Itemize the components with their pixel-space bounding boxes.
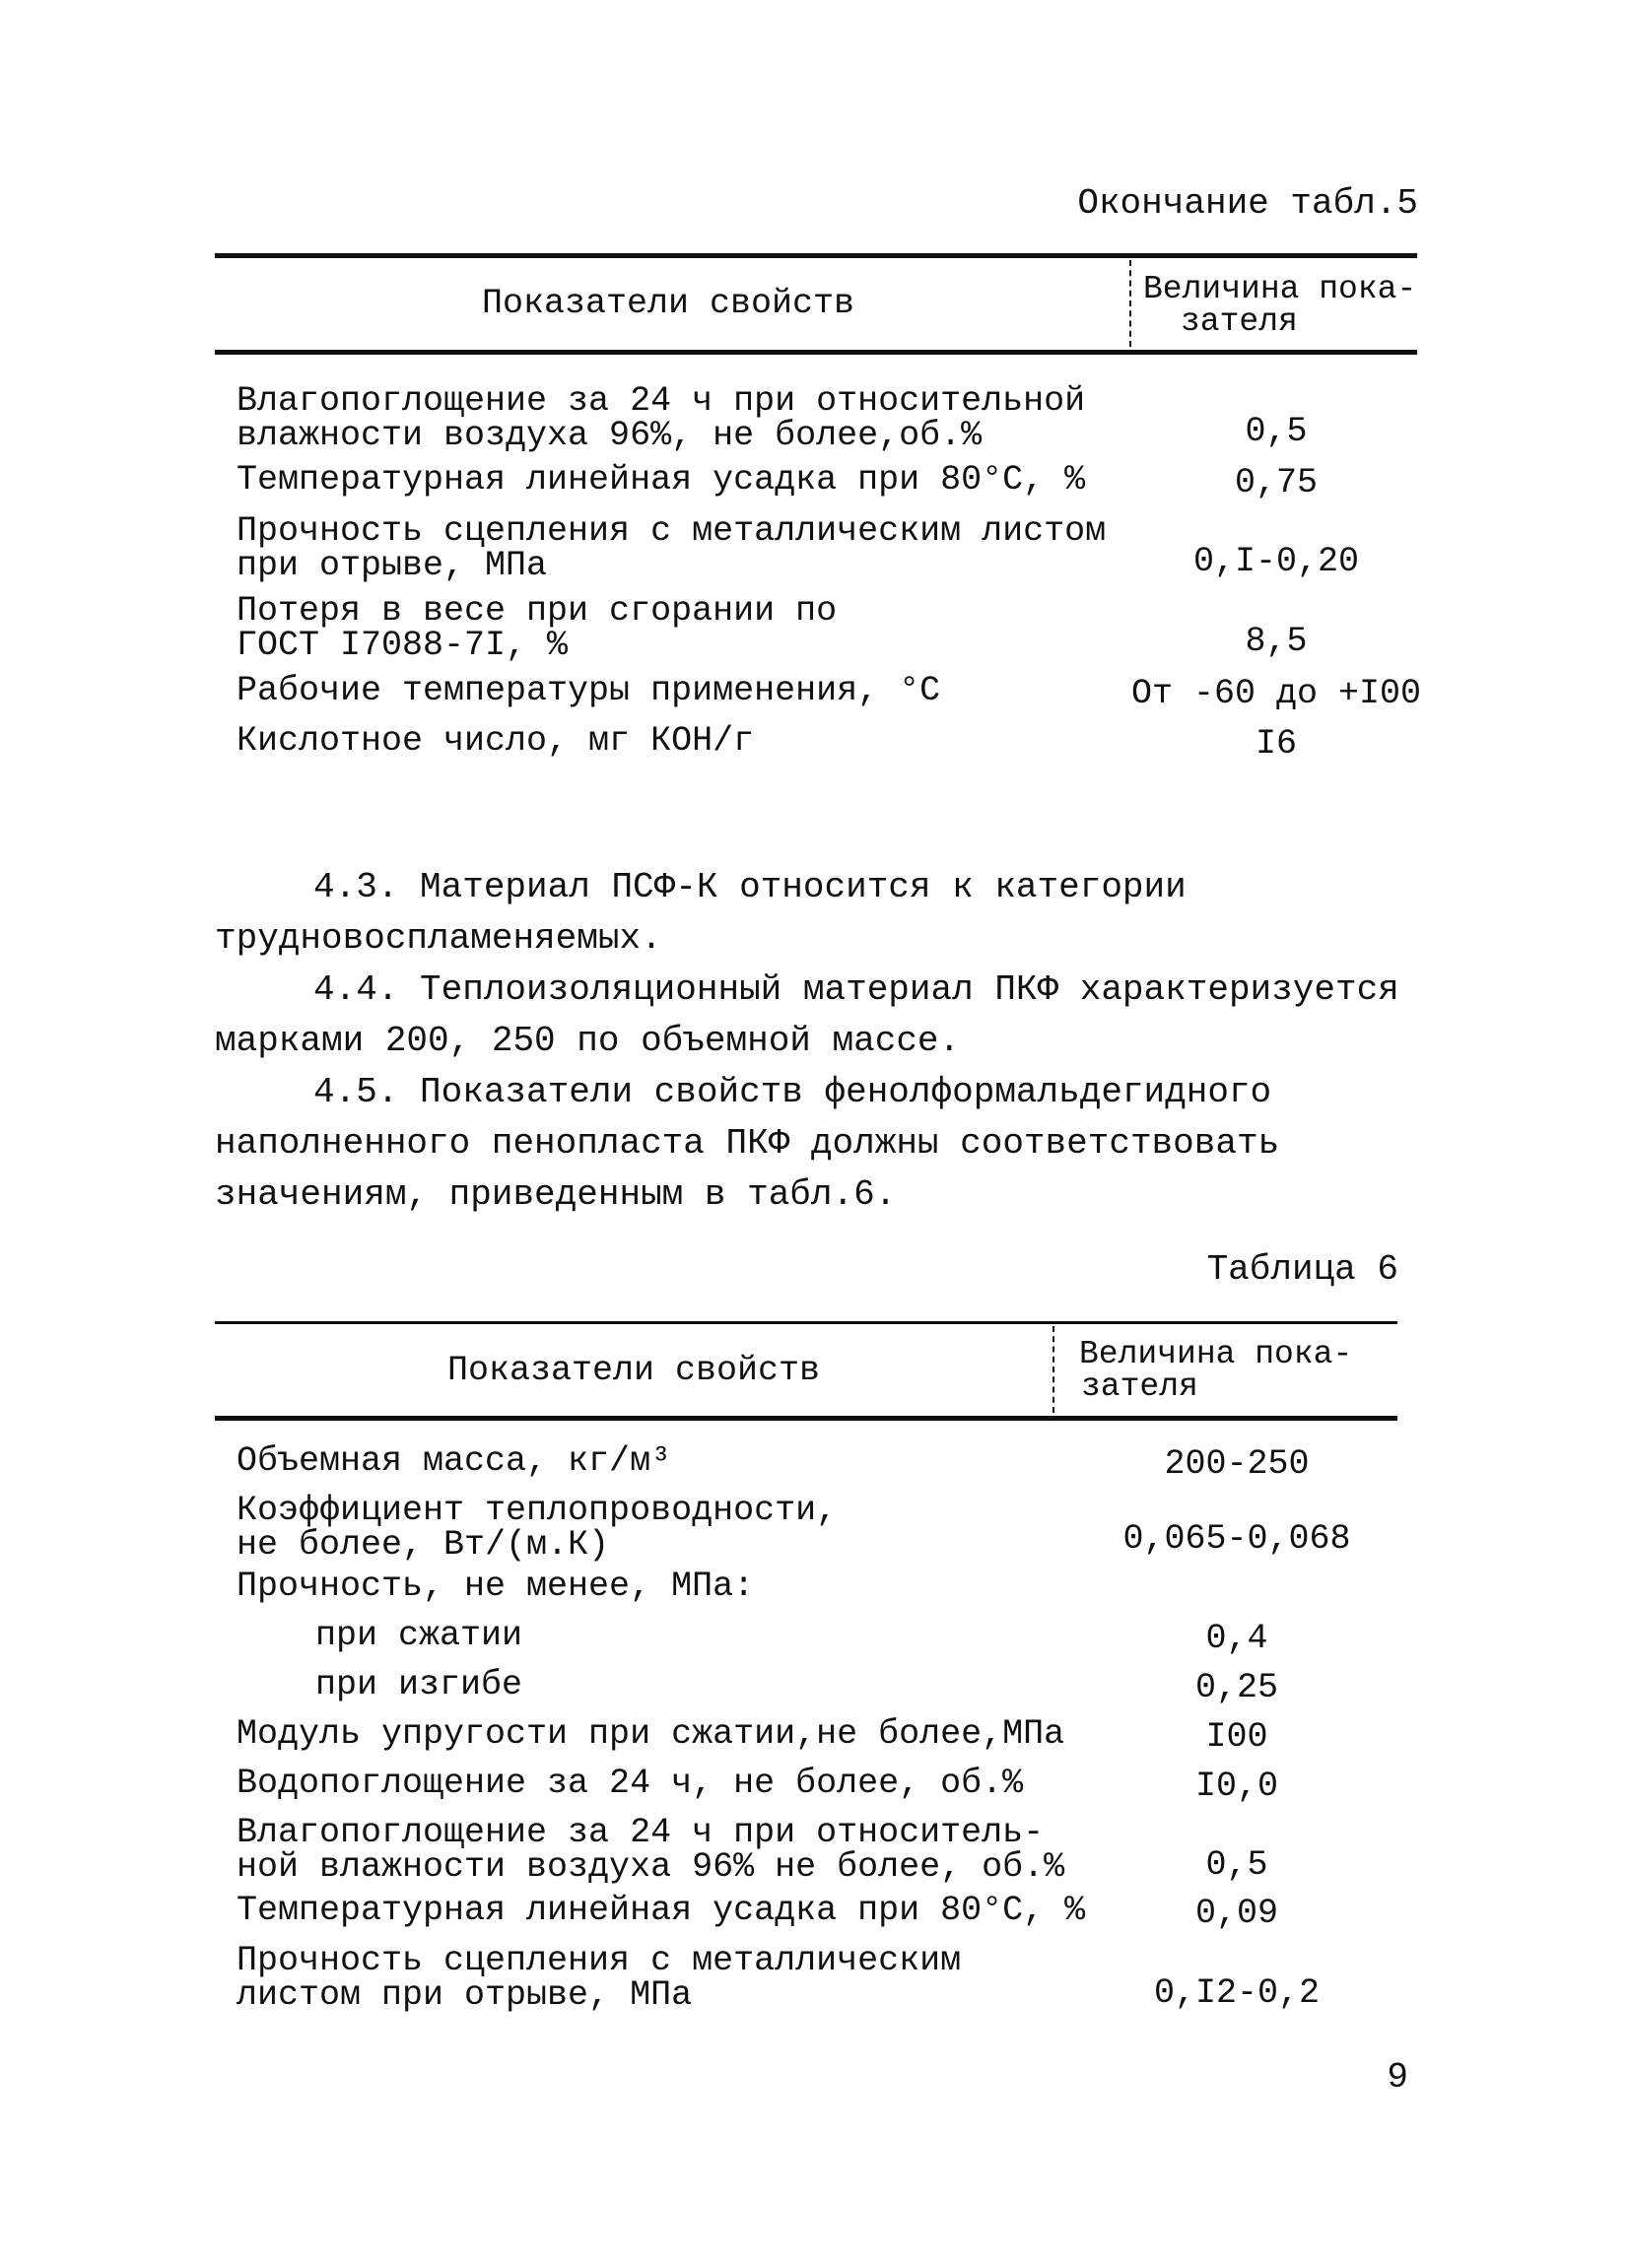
table6-row — [237, 1891, 1086, 1930]
table6-row-value: 0,065-0,068 — [1122, 1519, 1351, 1559]
table6-row-name-line1: Прочность, не менее, МПа: — [237, 1567, 755, 1606]
table6-row-value: 200-250 — [1164, 1444, 1310, 1484]
table6-header-right — [1079, 1338, 1352, 1403]
table6-row-name-line2: листом при отрыве, МПа — [237, 1975, 693, 2015]
paragraph-4-4: 4.4. Теплоизоляционный материал ПКФ характеризуется марками 200, 250 по объемной массе. — [215, 969, 1399, 1061]
body-text — [215, 862, 1417, 1221]
table5-header-divider — [1129, 260, 1131, 347]
table5-row — [237, 511, 1107, 585]
table6-header-right-line1: Величина пока- — [1079, 1336, 1353, 1372]
table6-row-name-line1: Прочность сцепления с металлическим — [237, 1941, 962, 1980]
table6-row-name-line1: Температурная линейная усадка при 80°С, % — [237, 1891, 1086, 1930]
table6-row-value: 0,09 — [1194, 1894, 1278, 1933]
table6-row-name-line1: Влагопоглощение за 24 ч при относитель- — [237, 1813, 1045, 1852]
table6-row-value: 0,I2-0,2 — [1153, 1973, 1321, 2013]
table5-row — [237, 460, 1086, 500]
table6-row-value: I00 — [1205, 1717, 1268, 1757]
paragraph-4-5: 4.5. Показатели свойств фенолформальдегидного наполненного пенопласта ПКФ должны соответствовать значениям, приведенным в табл.6. — [215, 1072, 1280, 1215]
table6-row-name-line1: Водопоглощение за 24 ч, не более, об.% — [237, 1764, 1024, 1803]
table6-row — [315, 1665, 523, 1704]
table5-row-value: 0,75 — [1234, 463, 1318, 502]
table6-row-name-line1: Модуль упругости при сжатии,не более,МПа — [237, 1714, 1065, 1754]
table6-header-right-line2: зателя — [1081, 1368, 1198, 1405]
table5-row — [237, 721, 755, 761]
table5-row-value: 8,5 — [1245, 622, 1308, 661]
table5-row-name-line2: влажности воздуха 96%, не более,об.% — [237, 416, 983, 455]
table6-top-rule — [215, 1321, 1397, 1324]
table5-header-right — [1143, 273, 1416, 338]
table6-row — [237, 1764, 1024, 1803]
table6-row — [237, 1813, 1065, 1887]
paragraph-4-3: 4.3. Материал ПСФ-К относится к категории трудновоспламеняемых. — [215, 867, 1187, 959]
table5-header-left: Показатели свойств — [481, 284, 855, 323]
table5-caption: Окончание табл.5 — [1077, 183, 1418, 224]
table6-row-value: I0,0 — [1194, 1767, 1278, 1806]
table6-row-name-line1: Объемная масса, кг/м³ — [237, 1441, 672, 1481]
table5-row-value: 0,I-0,20 — [1192, 542, 1360, 581]
table6-row — [237, 1714, 1065, 1754]
table6-row — [237, 1491, 838, 1565]
table6-row-name-line1: при изгибе — [315, 1665, 523, 1704]
table5-row-name-line1: Потеря в весе при сгорании по — [237, 591, 838, 631]
table6-row — [315, 1616, 523, 1655]
table6-row-value: 0,5 — [1205, 1845, 1268, 1885]
table5-row-name-line2: при отрыве, МПа — [237, 546, 548, 585]
table5-row-value: От -60 до +I00 — [1130, 674, 1422, 713]
table5-row-name-line1: Температурная линейная усадка при 80°С, % — [237, 460, 1086, 500]
table5-row-value: 0,5 — [1245, 412, 1308, 451]
table5-row-value: I6 — [1255, 724, 1297, 764]
table6-header-divider — [1053, 1326, 1054, 1413]
table5-row-name-line1: Влагопоглощение за 24 ч при относительной — [237, 381, 1086, 421]
table5-row — [237, 671, 941, 710]
table5-row-name-line1: Прочность сцепления с металлическим листом — [237, 511, 1107, 551]
page-number: 9 — [1387, 2057, 1408, 2098]
table5-header-right-line2: зателя — [1181, 303, 1298, 340]
table6-header-left: Показатели свойств — [446, 1351, 821, 1390]
table5-row-name-line1: Кислотное число, мг КОН/г — [237, 721, 755, 761]
table6-row-name-line1: Коэффициент теплопроводности, — [237, 1491, 838, 1530]
table6-row — [237, 1441, 672, 1481]
table5-header-right-line1: Величина пока- — [1143, 271, 1417, 307]
table6-row — [237, 1941, 962, 2015]
table5-header-rule — [215, 350, 1417, 355]
table6-row-name-line1: при сжатии — [315, 1616, 523, 1655]
table6-header-rule — [215, 1416, 1397, 1421]
table5-row-name-line1: Рабочие температуры применения, °С — [237, 671, 941, 710]
table5-row — [237, 591, 838, 665]
table6-caption: Таблица 6 — [1206, 1249, 1398, 1290]
table5-top-rule — [215, 253, 1417, 258]
table6-row — [237, 1569, 754, 1604]
table6-row-name-line2: не более, Вт/(м.К) — [237, 1525, 610, 1565]
table6-row-value: 0,4 — [1205, 1619, 1268, 1658]
table5-row — [237, 381, 1086, 455]
table6-row-value: 0,25 — [1194, 1668, 1278, 1707]
table5-row-name-line2: ГОСТ I7088-7I, % — [237, 626, 569, 665]
table6-row-name-line2: ной влажности воздуха 96% не более, об.% — [237, 1847, 1065, 1887]
